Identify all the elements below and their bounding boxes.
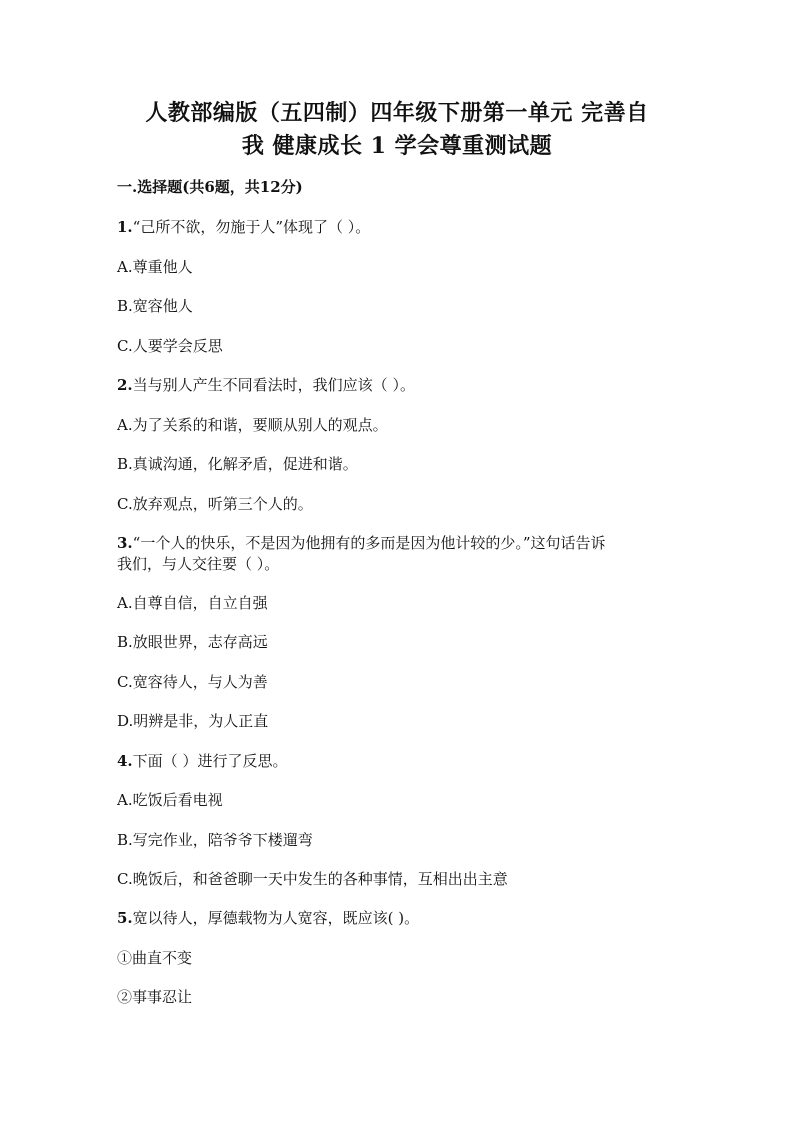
question-3-option-a: A.自尊自信，自立自强 <box>117 594 268 612</box>
question-text-line-1: “一个人的快乐，不是因为他拥有的多而是因为他计较的少。”这句话告诉 <box>132 534 606 552</box>
question-text: 下面（ ）进行了反思。 <box>132 752 288 770</box>
question-5-option-1: ①曲直不变 <box>117 949 193 967</box>
page-title-line-2: 我 健康成长 1 学会尊重测试题 <box>241 133 553 159</box>
question-3-option-c: C.宽容待人，与人为善 <box>117 673 268 691</box>
question-number: 1. <box>117 218 133 236</box>
question-1-option-b: B.宽容他人 <box>117 297 193 315</box>
question-2-option-b: B.真诚沟通，化解矛盾，促进和谐。 <box>117 455 358 473</box>
question-4-option-b: B.写完作业，陪爷爷下楼遛弯 <box>117 831 313 849</box>
question-text: 当与别人产生不同看法时，我们应该（ ）。 <box>132 376 415 394</box>
question-4-option-c: C.晚饭后，和爸爸聊一天中发生的各种事情，互相出出主意 <box>117 870 508 888</box>
question-number: 2. <box>117 376 133 394</box>
question-3-option-d: D.明辨是非，为人正直 <box>117 712 269 730</box>
question-1-option-a: A.尊重他人 <box>117 258 193 276</box>
section-heading: 一.选择题(共6题，共12分) <box>117 178 303 196</box>
question-1 <box>117 216 687 238</box>
question-3 <box>117 532 687 554</box>
question-2-option-c: C.放弃观点，听第三个人的。 <box>117 495 313 513</box>
question-2 <box>117 374 687 396</box>
question-number: 5. <box>117 909 133 927</box>
question-number: 3. <box>117 534 133 552</box>
question-3-continued: 我们，与人交往要（ ）。 <box>117 555 280 573</box>
question-number: 4. <box>117 752 133 770</box>
question-5 <box>117 907 687 929</box>
question-5-option-2: ②事事忍让 <box>117 988 193 1006</box>
question-2-option-a: A.为了关系的和谐，要顺从别人的观点。 <box>117 416 388 434</box>
page-title-line-1: 人教部编版（五四制）四年级下册第一单元 完善自 <box>145 100 649 126</box>
question-4 <box>117 750 687 772</box>
question-4-option-a: A.吃饭后看电视 <box>117 791 223 809</box>
question-3-option-b: B.放眼世界，志存高远 <box>117 633 268 651</box>
question-text: “己所不欲，勿施于人”体现了（ ）。 <box>132 218 371 236</box>
question-1-option-c: C.人要学会反思 <box>117 337 223 355</box>
question-text: 宽以待人，厚德载物为人宽容，既应该( )。 <box>132 909 420 927</box>
